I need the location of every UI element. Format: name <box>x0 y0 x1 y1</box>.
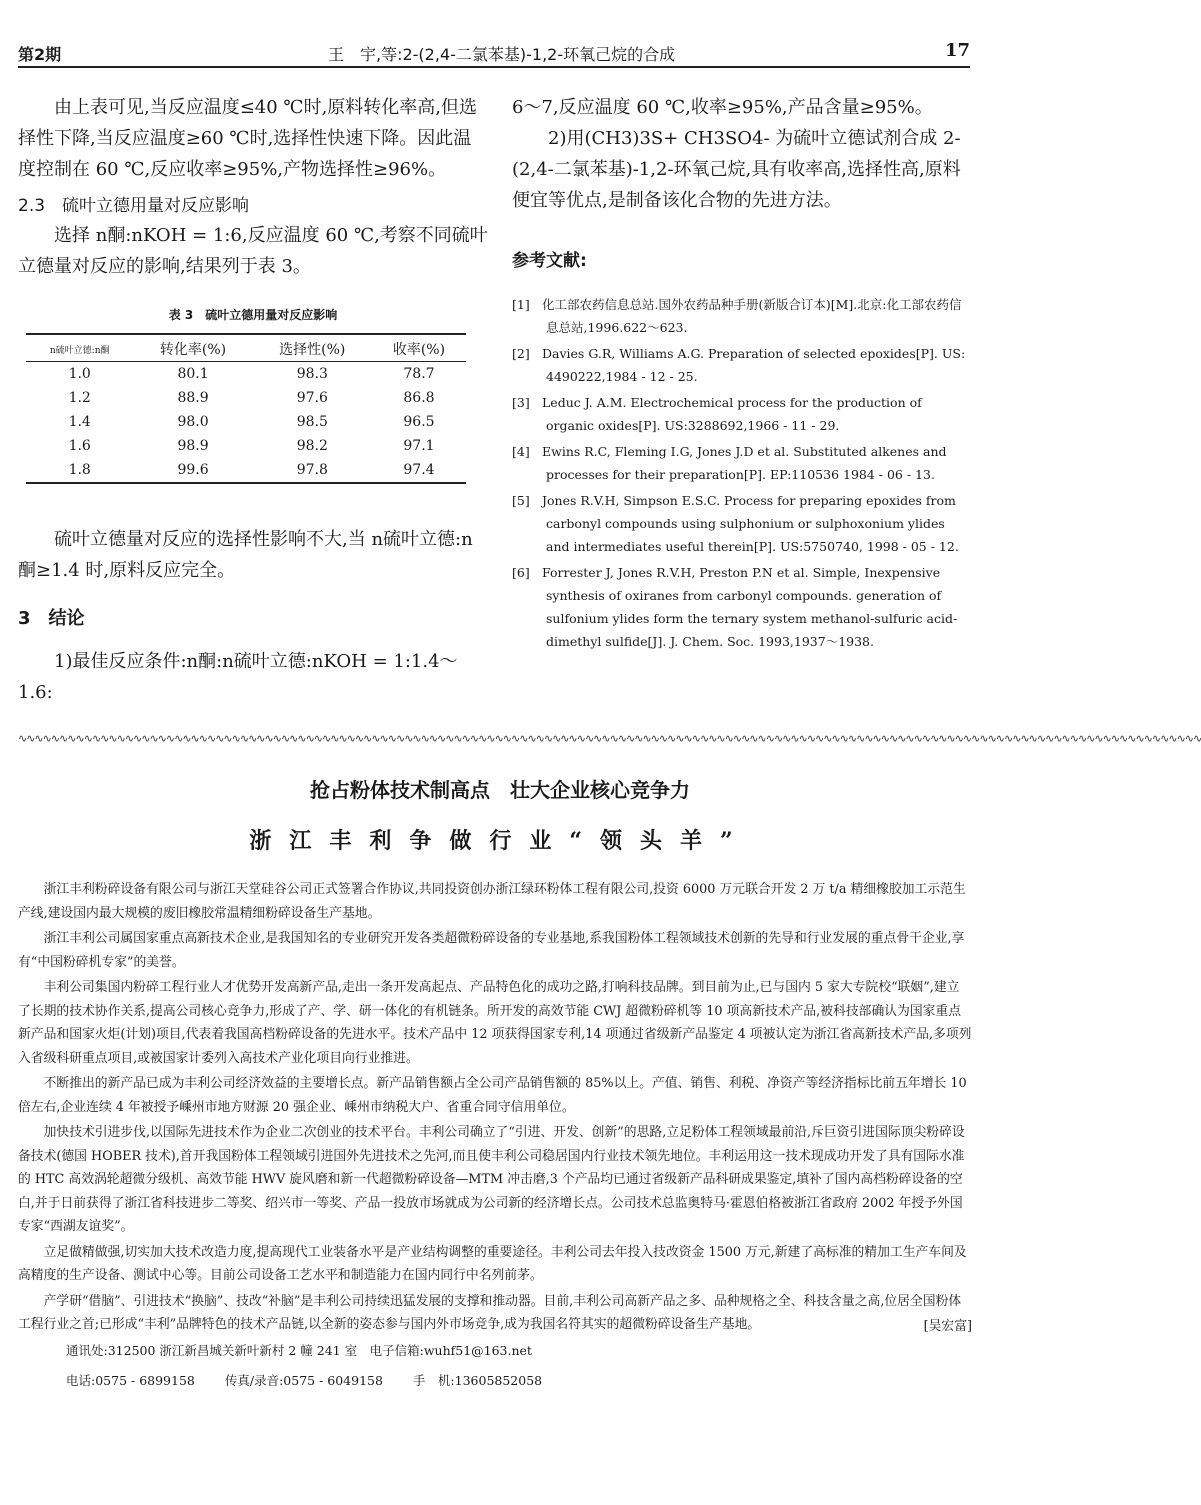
table-cell: 78.7 <box>403 366 435 382</box>
contact-address: 通讯处:312500 浙江新昌城关新叶新村 2 幢 241 室 电子信箱:wuhf51@163.net <box>66 1342 532 1358</box>
reference-item <box>512 342 972 388</box>
table-caption: 表 3 硫叶立德用量对反应影响 <box>168 308 338 322</box>
news-body <box>18 878 972 1394</box>
paragraph-ylide-effect: 硫叶立德量对反应的选择性影响不大,当 n硫叶立德:n酮≥1.4 时,原料反应完全。 <box>18 529 473 581</box>
table-cell: 98.2 <box>296 438 328 454</box>
references-heading: 参考文献: <box>512 251 587 271</box>
reference-text: Jones R.V.H, Simpson E.S.C. Process for preparing epoxides from carbonyl compounds using sulphonium or sulphoxonium ylides and intermediates useful therein[P]. US:5750740, 1998 - 05 - 12. <box>542 493 959 554</box>
table-cell: 1.6 <box>68 438 91 454</box>
reference-number: [5] <box>512 493 530 508</box>
table-cell: 97.1 <box>403 438 435 454</box>
paragraph-conclusion-2: 2)用(CH3)3S+ CH3SO4- 为硫叶立德试剂合成 2-(2,4-二氯苯基)-1,2-环氧己烷,具有收率高,选择性高,原料便宜等优点,是制备该化合物的先进方法。 <box>512 128 961 211</box>
reference-text: Forrester J, Jones R.V.H, Preston P.N et al. Simple, Inexpensive synthesis of oxiranes from carbonyl compounds. generation of sulfonium ylides form the ternary system methanol-sulfuric acid-dimethyl sulfide[J]. J. Chem. Soc. 1993,1937～1938. <box>542 565 958 649</box>
section-3-heading: 3 结论 <box>18 608 85 629</box>
table-cell: 98.0 <box>177 414 209 430</box>
contact-mobile: 手 机:13605852058 <box>412 1372 543 1388</box>
reference-number: [3] <box>512 395 530 410</box>
news-paragraph: 加快技术引进步伐,以国际先进技术作为企业二次创业的技术平台。丰利公司确立了“引进、开发、创新”的思路,立足粉体工程领域最前沿,斥巨资引进国际顶尖粉碎设备技术(德国 HOBER 技术),首开我国粉体工程领域引进国外先进技术之先河,而且使丰利公司稳居国内行业技术领先地位。丰利运用这一技术现成功开发了具有国际水准的 HTC 高效涡轮超微分级机、高效节能 HWV 旋风磨和新一代超微粉碎设备—MTM 冲击磨,3 个产品均已通过省级新产品科研成果鉴定,填补了国内高档粉碎设备的空白,并于日前获得了浙江省科技进步二等奖、绍兴市一等奖、产品一投放市场就成为公司新的经济增长点。公司技术总监奥特马·霍恩伯格被浙江省政府 2002 年授予外国专家“西湖友谊奖”。 <box>18 1125 965 1234</box>
paragraph-conditions-cont: 6～7,反应温度 60 ℃,收率≥95%,产品含量≥95%。 <box>512 97 933 118</box>
right-column <box>512 92 972 656</box>
paragraph-temperature: 由上表可见,当反应温度≤40 ℃时,原料转化率高,但选择性下降,当反应温度≥60 ℃时,选择性快速下降。因此温度控制在 60 ℃,反应收率≥95%,产物选择性≥96%。 <box>18 97 478 180</box>
table-header: 转化率(%) <box>133 334 252 362</box>
paragraph-optimal-conditions: 1)最佳反应条件:n酮:n硫叶立德:nKOH = 1:1.4～1.6: <box>18 651 458 703</box>
news-paragraph: 立足做精做强,切实加大技术改造力度,提高现代工业装备水平是产业结构调整的重要途径。丰利公司去年投入技改资金 1500 万元,新建了高标准的精加工生产车间及高精度的生产设备、测试中心等。目前公司设备工艺水平和制造能力在国内同行中名列前茅。 <box>18 1244 967 1283</box>
paragraph-ylide-selection: 选择 n酮:nKOH = 1:6,反应温度 60 ℃,考察不同硫叶立德量对反应的影响,结果列于表 3。 <box>18 225 488 277</box>
references-list <box>512 293 972 653</box>
section-2-3-heading: 2.3 硫叶立德用量对反应影响 <box>18 196 250 216</box>
table-cell: 98.5 <box>296 414 328 430</box>
news-subtitle: 浙江丰利争做行业“领头羊” <box>249 828 751 854</box>
table-row <box>26 458 466 483</box>
table-3 <box>18 306 488 484</box>
table-cell: 98.3 <box>296 366 328 382</box>
table-cell: 1.4 <box>68 414 91 430</box>
table-cell: 97.8 <box>253 458 372 483</box>
table-cell: 98.9 <box>177 438 209 454</box>
table-cell: 96.5 <box>403 414 435 430</box>
contact-phones <box>66 1368 972 1394</box>
reference-text: Davies G.R, Williams A.G. Preparation of selected epoxides[P]. US: 4490222,1984 - 12 - 25. <box>542 346 966 384</box>
reference-number: [2] <box>512 346 530 361</box>
table-cell: 97.6 <box>296 390 328 406</box>
news-title: 抢占粉体技术制高点 壮大企业核心竞争力 <box>310 778 690 802</box>
news-paragraph: 产学研“借脑”、引进技术“换脑”、技改“补脑”是丰利公司持续迅猛发展的支撑和推动器。目前,丰利公司高新产品之多、品种规格之全、科技含量之高,位居全国粉体工程行业之首;已形成“丰利”品牌特色的技术产品链,以全新的姿态参与国内外市场竞争,成为我国名符其实的超微粉碎设备生产基地。 <box>18 1293 962 1332</box>
table-cell: 97.4 <box>372 458 466 483</box>
reference-number: [1] <box>512 297 530 312</box>
contact-fax: 传真/录音:0575 - 6049158 <box>224 1372 383 1388</box>
table-row <box>26 362 466 387</box>
reference-item <box>512 561 972 653</box>
running-title: 王 宇,等:2-(2,4-二氯苯基)-1,2-环氧己烷的合成 <box>328 45 676 64</box>
contact-tel: 电话:0575 - 6899158 <box>66 1372 195 1388</box>
table-header: 收率(%) <box>372 334 466 362</box>
news-paragraph: 浙江丰利粉碎设备有限公司与浙江天堂硅谷公司正式签署合作协议,共同投资创办浙江绿环粉体工程有限公司,投资 6000 万元联合开发 2 万 t/a 精细橡胶加工示范生产线,建设国内最大规模的废旧橡胶常温精细粉碎设备生产基地。 <box>18 882 966 921</box>
news-paragraph: 丰利公司集国内粉碎工程行业人才优势开发高新产品,走出一条开发高起点、产品特色化的成功之路,打响科技品牌。到目前为止,已与国内 5 家大专院校“联姻”,建立了长期的技术协作关系,提高公司核心竞争力,形成了产、学、研一体化的有机链条。所开发的高效节能 CWJ 超微粉碎机等 10 项高新技术产品,被科技部确认为国家重点新产品和国家火炬(计划)项目,代表着我国高档粉碎设备的先进水平。技术产品中 12 项获得国家专利,14 项通过省级新产品鉴定 4 项被认定为浙江省高新技术产品,多项列入省级科研重点项目,或被国家计委列入高技术产业化项目向行业推进。 <box>18 980 972 1066</box>
table-cell: 88.9 <box>177 390 209 406</box>
table-cell: 80.1 <box>177 366 209 382</box>
table-header: n硫叶立德:n酮 <box>26 334 133 362</box>
news-author: [吴宏富] <box>923 1318 972 1334</box>
left-column <box>18 92 488 708</box>
reference-item <box>512 293 972 339</box>
running-header <box>18 36 970 68</box>
reference-item <box>512 440 972 486</box>
issue-label: 第2期 <box>18 45 62 64</box>
table-cell: 99.6 <box>133 458 252 483</box>
table-cell: 86.8 <box>403 390 435 406</box>
news-paragraph: 浙江丰利公司属国家重点高新技术企业,是我国知名的专业研究开发各类超微粉碎设备的专业基地,系我国粉体工程领域技术创新的先导和行业发展的重点骨干企业,享有“中国粉碎机专家”的美誉。 <box>18 931 965 970</box>
table-row <box>26 434 466 458</box>
table-cell: 1.8 <box>26 458 133 483</box>
reference-number: [4] <box>512 444 530 459</box>
page-number: 17 <box>944 40 970 61</box>
reference-text: Leduc J. A.M. Electrochemical process for the production of organic oxides[P]. US:3288692,1966 - 11 - 29. <box>542 395 922 433</box>
table-row <box>26 410 466 434</box>
news-paragraph: 不断推出的新产品已成为丰利公司经济效益的主要增长点。新产品销售额占全公司产品销售额的 85%以上。产值、销售、利税、净资产等经济指标比前五年增长 10 倍左右,企业连续 4 年被授予嵊州市地方财源 20 强企业、嵊州市纳税大户、省重合同守信用单位。 <box>18 1076 967 1115</box>
table-header-row <box>26 334 466 362</box>
reference-text: Ewins R.C, Fleming I.G, Jones J.D et al. Substituted alkenes and processes for their preparation[P]. EP:110536 1984 - 06 - 13. <box>542 444 947 482</box>
table-cell: 1.2 <box>68 390 91 406</box>
table-cell: 1.0 <box>68 366 91 382</box>
reference-text: 化工部农药信息总站.国外农药品种手册(新版合订本)[M].北京:化工部农药信息总站,1996.622～623. <box>542 297 962 335</box>
ornamental-divider: ∿∿∿∿∿∿∿∿∿∿∿∿∿∿∿∿∿∿∿∿∿∿∿∿∿∿∿∿∿∿∿∿∿∿∿∿∿∿∿∿∿∿∿∿∿∿∿∿∿∿∿∿∿∿∿∿∿∿∿∿∿∿∿∿∿∿∿∿∿∿∿∿∿∿∿∿∿∿∿∿∿∿∿∿∿∿∿∿∿∿∿∿∿∿∿∿∿∿∿∿∿∿∿∿∿∿∿∿∿∿∿∿∿∿∿∿∿∿∿∿∿∿∿∿∿∿∿∿∿∿∿∿∿∿∿∿∿∿∿∿∿∿∿∿ <box>18 732 1201 745</box>
results-table <box>26 333 466 484</box>
reference-item <box>512 489 972 558</box>
table-row <box>26 386 466 410</box>
reference-number: [6] <box>512 565 530 580</box>
table-header: 选择性(%) <box>253 334 372 362</box>
reference-item <box>512 391 972 437</box>
